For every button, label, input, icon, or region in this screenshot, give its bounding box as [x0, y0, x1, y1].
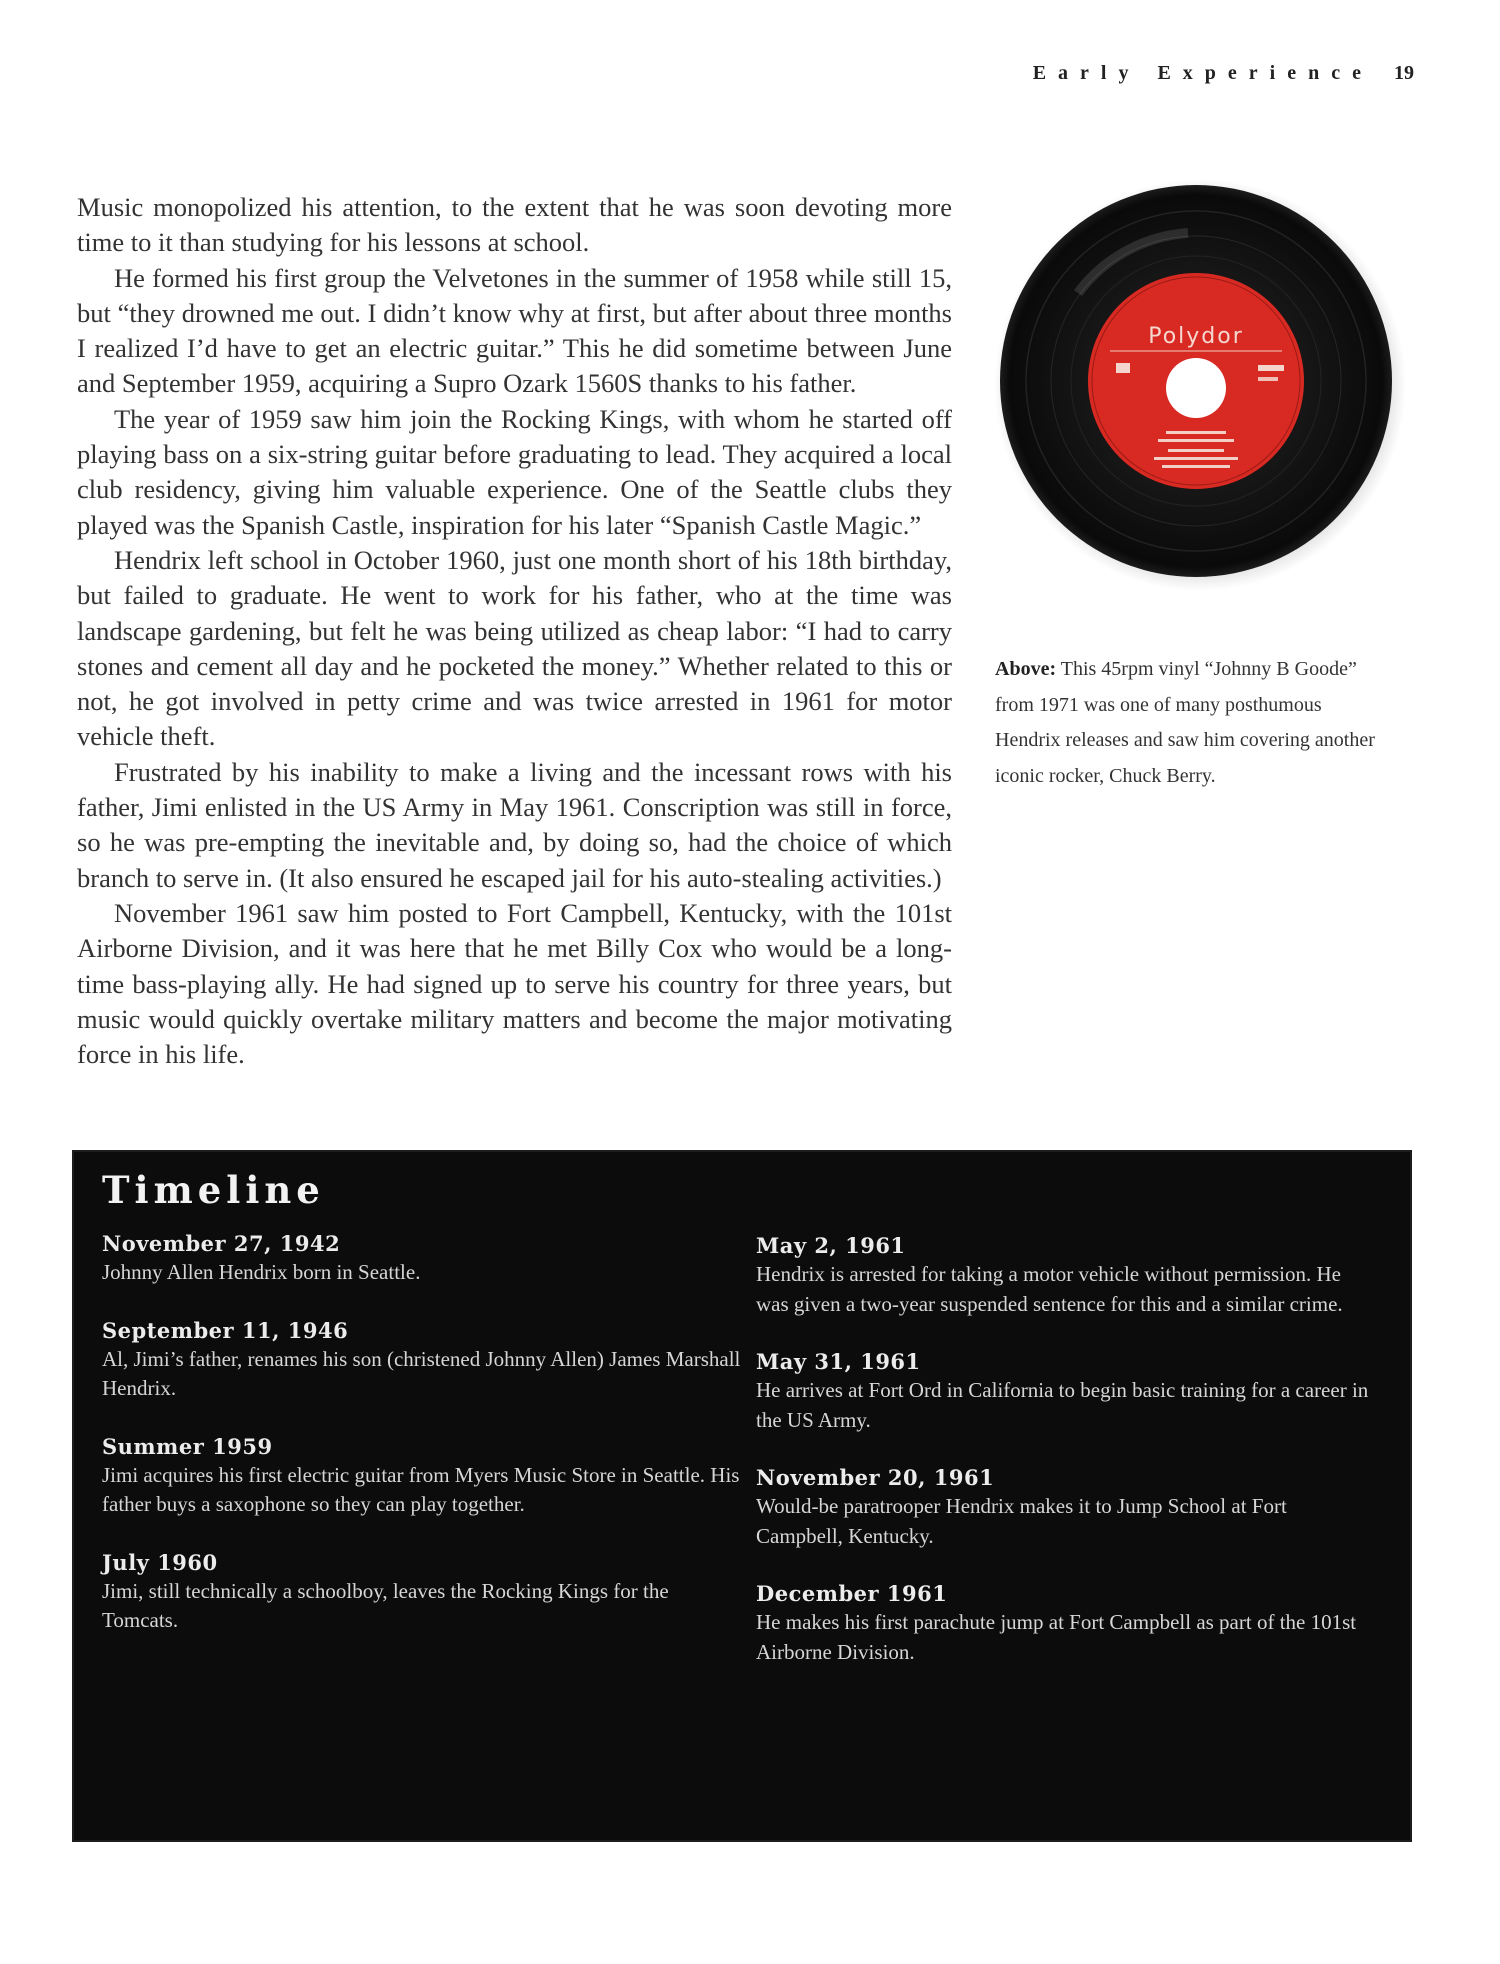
timeline-entry [102, 1230, 742, 1288]
timeline-text: Johnny Allen Hendrix born in Seattle. [102, 1260, 421, 1284]
caption-text: This 45rpm vinyl “Johnny B Goode” from 1971 was one of many posthumous Hendrix releases and saw him covering another iconic rocker, Chuck Berry. [995, 658, 1375, 787]
timeline-entry [756, 1580, 1376, 1667]
timeline-date: May 2, 1961 [756, 1233, 906, 1258]
paragraph: He formed his first group the Velvetones in the summer of 1958 while still 15, but “they drowned me out. I didn’t know why at first, but after about three months I realized I’d have to get an electric guitar.” This he did sometime between June and September 1959, acquiring a Supro Ozark 1560S thanks to his father. [77, 262, 952, 399]
timeline-entry [756, 1464, 1376, 1551]
timeline-date: September 11, 1946 [102, 1317, 349, 1343]
timeline-entry [756, 1232, 1376, 1319]
timeline-date: May 31, 1961 [756, 1349, 921, 1374]
image-caption [995, 652, 1380, 794]
timeline-entry [102, 1433, 742, 1520]
timeline-box [72, 1150, 1412, 1842]
timeline-text: Would-be paratrooper Hendrix makes it to Jump School at Fort Campbell, Kentucky. [756, 1494, 1287, 1548]
timeline-entry [102, 1317, 742, 1404]
paragraph: The year of 1959 saw him join the Rocking Kings, with whom he started off playing bass on a six-string guitar before graduating to lead. They acquired a local club residency, giving him valuable experience. One of the Seattle clubs they played was the Spanish Castle, inspiration for his later “Spanish Castle Magic.” [77, 403, 952, 540]
timeline-text: Jimi acquires his first electric guitar from Myers Music Store in Seattle. His father buys a saxophone so they can play together. [102, 1462, 740, 1516]
timeline-date: December 1961 [756, 1581, 948, 1606]
article-body [77, 190, 952, 1072]
timeline-title: Timeline [102, 1168, 325, 1212]
timeline-date: July 1960 [102, 1549, 218, 1575]
paragraph: Frustrated by his inability to make a living and the incessant rows with his father, Jimi enlisted in the US Army in May 1961. Conscription was still in force, so he was pre-empting the inevitable and, by doing so, had the choice of which branch to serve in. (It also ensured he escaped jail for his auto-stealing activities.) [77, 756, 952, 893]
timeline-text: Hendrix is arrested for taking a motor vehicle without permission. He was given a two-year suspended sentence for this and a similar crime. [756, 1262, 1343, 1316]
vinyl-record-image [988, 173, 1408, 593]
timeline-right-column [756, 1232, 1376, 1696]
running-header [1033, 62, 1414, 85]
paragraph: November 1961 saw him posted to Fort Campbell, Kentucky, with the 101st Airborne Division, and it was here that he met Billy Cox who would be a long-time bass-playing ally. He had signed up to serve his country for three years, but music would quickly overtake military matters and become the major motivating force in his life. [77, 897, 952, 1070]
timeline-text: He makes his first parachute jump at Fort Campbell as part of the 101st Airborne Division. [756, 1610, 1357, 1664]
caption-lead: Above: [995, 658, 1057, 680]
section-title: Early Experience [1032, 62, 1373, 84]
timeline-text: He arrives at Fort Ord in California to begin basic training for a career in the US Army. [756, 1378, 1369, 1432]
timeline-text: Jimi, still technically a schoolboy, leaves the Rocking Kings for the Tomcats. [102, 1578, 669, 1632]
timeline-date: Summer 1959 [102, 1433, 273, 1459]
timeline-left-column [102, 1230, 742, 1665]
paragraph: Music monopolized his attention, to the extent that he was soon devoting more time to it than studying for his lessons at school. [77, 192, 952, 258]
label-brand-text: Polydor [1148, 324, 1244, 349]
page-number: 19 [1394, 62, 1414, 84]
record-center-hole [1166, 358, 1226, 418]
paragraph: Hendrix left school in October 1960, just one month short of his 18th birthday, but failed to graduate. He went to work for his father, who at the time was landscape gardening, but felt he was being utilized as cheap labor: “I had to carry stones and cement all day and he pocketed the money.” Whether related to this or not, he got involved in petty crime and was twice arrested in 1961 for motor vehicle theft. [77, 544, 952, 752]
timeline-date: November 27, 1942 [102, 1231, 341, 1256]
timeline-text: Al, Jimi’s father, renames his son (christened Johnny Allen) James Marshall Hendrix. [102, 1346, 741, 1400]
timeline-date: November 20, 1961 [756, 1465, 995, 1490]
timeline-entry [102, 1549, 742, 1636]
timeline-entry [756, 1348, 1376, 1435]
